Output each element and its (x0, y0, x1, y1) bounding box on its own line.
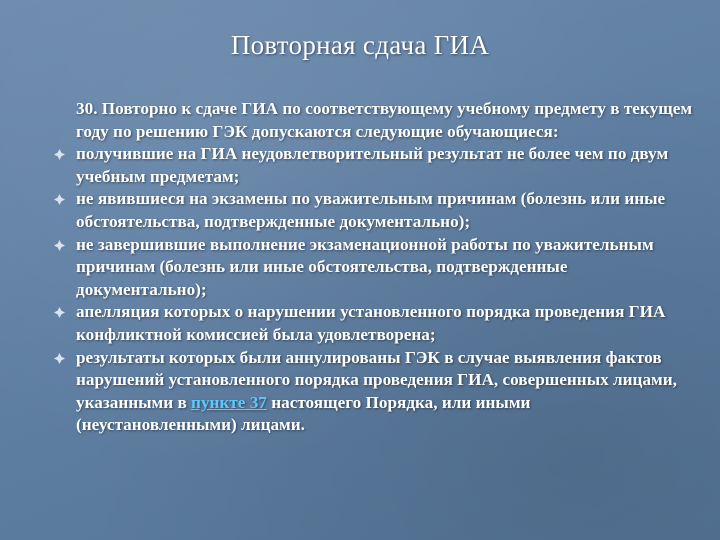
four-petal-diamond-icon (54, 194, 65, 205)
reference-link[interactable]: пункте 37 (191, 392, 267, 412)
list-item (54, 347, 694, 437)
list-item-text: апелляция которых о нарушении установленного порядка проведения ГИА конфликтной комиссией была удовлетворена; (76, 302, 666, 344)
list-item (54, 188, 694, 233)
list-item-tail: настоящего Порядка, или иными (неустановленными) лицами. (76, 392, 531, 435)
list-item-text: результаты которых были аннулированы ГЭК в случае выявления фактов нарушений установленного порядка проведения ГИА, совершенных лицами, указанными в (76, 347, 677, 412)
list-item-text: не явившиеся на экзамены по уважительным причинам (болезнь или иные обстоятельства, подтвержденные документально); (76, 189, 666, 231)
bullet-list (54, 143, 694, 437)
list-item (54, 143, 694, 188)
list-item-text: получившие на ГИА неудовлетворительный результат не более чем по двум учебным предметам; (76, 144, 669, 186)
four-petal-diamond-icon (54, 149, 65, 160)
four-petal-diamond-icon (54, 307, 65, 318)
list-item (54, 234, 694, 302)
four-petal-diamond-icon (54, 240, 65, 251)
intro-paragraph: 30. Повторно к сдаче ГИА по соответствующему учебному предмету в текущем году по решению ГЭК допускаются следующие обучающиеся: (76, 99, 693, 141)
list-item (54, 301, 694, 346)
slide-title: Повторная сдача ГИА (230, 30, 490, 60)
list-item-text: не завершившие выполнение экзаменационной работы по уважительным причинам (болезнь или иные обстоятельства, подтвержденные документально); (76, 234, 654, 299)
four-petal-diamond-icon (54, 353, 65, 364)
slide-body (54, 98, 694, 437)
